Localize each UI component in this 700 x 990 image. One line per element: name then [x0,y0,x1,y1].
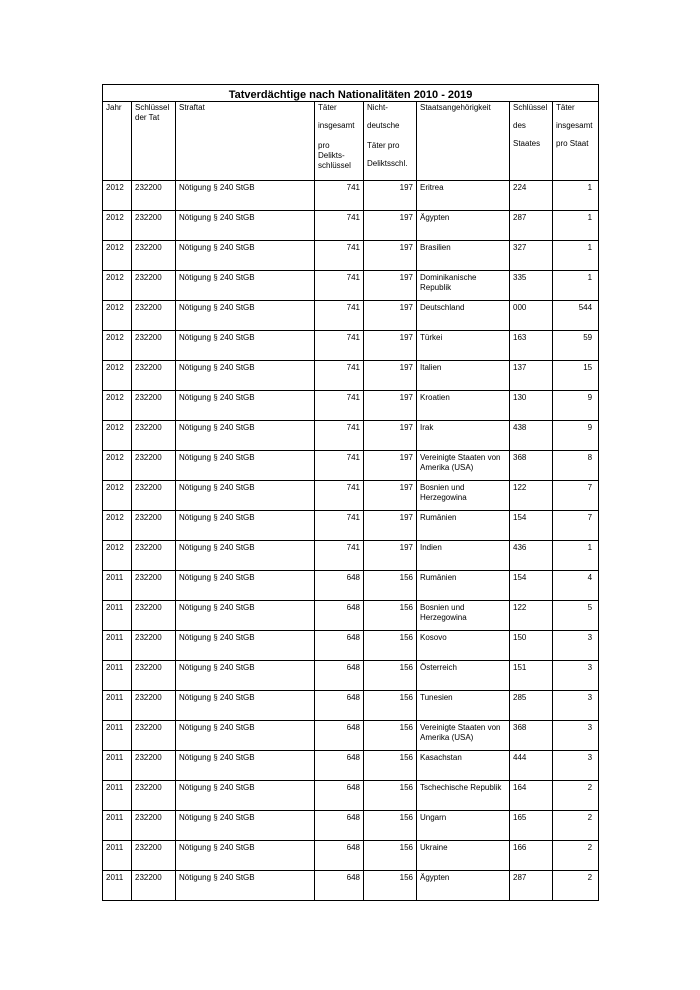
table-row [103,301,599,331]
cell-nichtdeutsche: 156 [364,571,417,601]
cell-straftat: Nötigung § 240 StGB [176,811,315,841]
cell-taeter-insgesamt: 648 [315,751,364,781]
table-row [103,721,599,751]
cell-jahr: 2011 [103,691,132,721]
table-row [103,841,599,871]
cell-jahr: 2011 [103,631,132,661]
cell-nichtdeutsche: 156 [364,781,417,811]
cell-straftat: Nötigung § 240 StGB [176,871,315,901]
cell-straftat: Nötigung § 240 StGB [176,271,315,301]
cell-staatsangehoerigkeit: Kasachstan [417,751,510,781]
cell-jahr: 2011 [103,661,132,691]
cell-jahr: 2012 [103,271,132,301]
cell-jahr: 2012 [103,391,132,421]
cell-taeter-staat: 4 [553,571,599,601]
cell-staatsangehoerigkeit: Ägypten [417,211,510,241]
cell-staatsangehoerigkeit: Kosovo [417,631,510,661]
cell-schluessel-staat: 154 [510,571,553,601]
cell-jahr: 2012 [103,541,132,571]
table-body [103,181,599,901]
cell-taeter-insgesamt: 648 [315,571,364,601]
table-row [103,241,599,271]
cell-schluessel-tat: 232200 [132,451,176,481]
cell-straftat: Nötigung § 240 StGB [176,301,315,331]
cell-schluessel-tat: 232200 [132,181,176,211]
cell-nichtdeutsche: 156 [364,631,417,661]
cell-nichtdeutsche: 197 [364,271,417,301]
cell-taeter-staat: 2 [553,841,599,871]
table-row [103,481,599,511]
cell-taeter-staat: 1 [553,211,599,241]
cell-taeter-staat: 3 [553,691,599,721]
cell-taeter-insgesamt: 741 [315,391,364,421]
cell-schluessel-staat: 287 [510,871,553,901]
cell-schluessel-staat: 285 [510,691,553,721]
cell-straftat: Nötigung § 240 StGB [176,571,315,601]
cell-staatsangehoerigkeit: Brasilien [417,241,510,271]
cell-schluessel-staat: 224 [510,181,553,211]
cell-staatsangehoerigkeit: Ukraine [417,841,510,871]
cell-schluessel-tat: 232200 [132,691,176,721]
cell-taeter-staat: 1 [553,181,599,211]
cell-taeter-staat: 9 [553,391,599,421]
cell-straftat: Nötigung § 240 StGB [176,241,315,271]
cell-schluessel-staat: 154 [510,511,553,541]
cell-taeter-staat: 7 [553,511,599,541]
cell-staatsangehoerigkeit: Dominikanische Republik [417,271,510,301]
cell-jahr: 2012 [103,511,132,541]
cell-jahr: 2011 [103,571,132,601]
cell-taeter-insgesamt: 741 [315,541,364,571]
col-header-taeter-insgesamt: Täter insgesamt pro Delikts- schlüssel [315,102,364,181]
cell-staatsangehoerigkeit: Ungarn [417,811,510,841]
cell-schluessel-staat: 164 [510,781,553,811]
cell-nichtdeutsche: 156 [364,871,417,901]
cell-nichtdeutsche: 197 [364,301,417,331]
cell-taeter-staat: 544 [553,301,599,331]
cell-taeter-insgesamt: 648 [315,601,364,631]
cell-schluessel-tat: 232200 [132,781,176,811]
cell-schluessel-staat: 130 [510,391,553,421]
cell-nichtdeutsche: 197 [364,451,417,481]
table-row [103,751,599,781]
cell-schluessel-tat: 232200 [132,301,176,331]
cell-straftat: Nötigung § 240 StGB [176,601,315,631]
table-row [103,871,599,901]
col-header-jahr: Jahr [103,102,132,181]
cell-schluessel-tat: 232200 [132,481,176,511]
cell-straftat: Nötigung § 240 StGB [176,391,315,421]
cell-nichtdeutsche: 156 [364,751,417,781]
cell-taeter-staat: 9 [553,421,599,451]
cell-nichtdeutsche: 197 [364,361,417,391]
cell-nichtdeutsche: 197 [364,391,417,421]
cell-schluessel-tat: 232200 [132,721,176,751]
table-row [103,781,599,811]
cell-schluessel-staat: 368 [510,721,553,751]
table-row [103,511,599,541]
cell-taeter-staat: 3 [553,721,599,751]
cell-schluessel-tat: 232200 [132,391,176,421]
table-row [103,451,599,481]
cell-jahr: 2011 [103,781,132,811]
table-title: Tatverdächtige nach Nationalitäten 2010 - 2019 [103,85,599,102]
cell-taeter-insgesamt: 648 [315,661,364,691]
cell-schluessel-staat: 122 [510,481,553,511]
col-header-schluessel-staat: Schlüssel des Staates [510,102,553,181]
cell-taeter-insgesamt: 648 [315,841,364,871]
cell-jahr: 2011 [103,751,132,781]
cell-schluessel-staat: 163 [510,331,553,361]
cell-jahr: 2011 [103,841,132,871]
cell-jahr: 2012 [103,451,132,481]
cell-taeter-staat: 2 [553,811,599,841]
cell-straftat: Nötigung § 240 StGB [176,511,315,541]
cell-straftat: Nötigung § 240 StGB [176,631,315,661]
cell-schluessel-staat: 137 [510,361,553,391]
table-row [103,361,599,391]
cell-schluessel-staat: 368 [510,451,553,481]
cell-schluessel-tat: 232200 [132,421,176,451]
cell-staatsangehoerigkeit: Kroatien [417,391,510,421]
cell-taeter-staat: 3 [553,661,599,691]
cell-nichtdeutsche: 156 [364,661,417,691]
cell-jahr: 2012 [103,241,132,271]
cell-taeter-staat: 59 [553,331,599,361]
cell-schluessel-tat: 232200 [132,331,176,361]
cell-taeter-staat: 15 [553,361,599,391]
cell-taeter-staat: 1 [553,541,599,571]
cell-nichtdeutsche: 156 [364,721,417,751]
cell-staatsangehoerigkeit: Irak [417,421,510,451]
cell-schluessel-staat: 000 [510,301,553,331]
cell-taeter-insgesamt: 741 [315,361,364,391]
cell-taeter-staat: 3 [553,751,599,781]
cell-staatsangehoerigkeit: Eritrea [417,181,510,211]
cell-schluessel-tat: 232200 [132,871,176,901]
cell-jahr: 2011 [103,871,132,901]
cell-taeter-insgesamt: 648 [315,691,364,721]
cell-taeter-insgesamt: 741 [315,421,364,451]
cell-staatsangehoerigkeit: Italien [417,361,510,391]
table-row [103,181,599,211]
table-row [103,811,599,841]
table-row [103,691,599,721]
cell-schluessel-tat: 232200 [132,571,176,601]
cell-staatsangehoerigkeit: Deutschland [417,301,510,331]
cell-jahr: 2012 [103,181,132,211]
col-header-nichtdeutsche: Nicht- deutsche Täter pro Deliktsschl. [364,102,417,181]
cell-taeter-staat: 5 [553,601,599,631]
cell-jahr: 2012 [103,211,132,241]
table-row [103,631,599,661]
cell-nichtdeutsche: 156 [364,691,417,721]
cell-staatsangehoerigkeit: Österreich [417,661,510,691]
cell-taeter-staat: 3 [553,631,599,661]
cell-schluessel-tat: 232200 [132,601,176,631]
cell-nichtdeutsche: 197 [364,511,417,541]
cell-schluessel-tat: 232200 [132,511,176,541]
table-row [103,661,599,691]
cell-schluessel-tat: 232200 [132,751,176,781]
cell-taeter-staat: 2 [553,871,599,901]
cell-schluessel-staat: 166 [510,841,553,871]
cell-taeter-insgesamt: 648 [315,871,364,901]
table-row [103,271,599,301]
cell-schluessel-tat: 232200 [132,241,176,271]
cell-taeter-staat: 7 [553,481,599,511]
cell-taeter-insgesamt: 648 [315,631,364,661]
cell-straftat: Nötigung § 240 StGB [176,721,315,751]
cell-taeter-insgesamt: 741 [315,331,364,361]
cell-staatsangehoerigkeit: Türkei [417,331,510,361]
cell-schluessel-staat: 335 [510,271,553,301]
cell-taeter-staat: 1 [553,271,599,301]
cell-taeter-staat: 2 [553,781,599,811]
cell-taeter-insgesamt: 741 [315,241,364,271]
cell-taeter-insgesamt: 741 [315,211,364,241]
cell-nichtdeutsche: 197 [364,211,417,241]
cell-staatsangehoerigkeit: Indien [417,541,510,571]
cell-taeter-staat: 8 [553,451,599,481]
cell-straftat: Nötigung § 240 StGB [176,361,315,391]
cell-straftat: Nötigung § 240 StGB [176,331,315,361]
cell-staatsangehoerigkeit: Tunesien [417,691,510,721]
cell-straftat: Nötigung § 240 StGB [176,661,315,691]
cell-taeter-insgesamt: 741 [315,301,364,331]
cell-staatsangehoerigkeit: Rumänien [417,511,510,541]
cell-schluessel-staat: 436 [510,541,553,571]
cell-staatsangehoerigkeit: Vereinigte Staaten von Amerika (USA) [417,451,510,481]
table-row [103,331,599,361]
cell-schluessel-staat: 287 [510,211,553,241]
cell-jahr: 2011 [103,811,132,841]
cell-taeter-insgesamt: 741 [315,271,364,301]
cell-straftat: Nötigung § 240 StGB [176,181,315,211]
cell-staatsangehoerigkeit: Ägypten [417,871,510,901]
cell-straftat: Nötigung § 240 StGB [176,781,315,811]
cell-schluessel-tat: 232200 [132,271,176,301]
table-row [103,541,599,571]
table-row [103,391,599,421]
cell-taeter-staat: 1 [553,241,599,271]
cell-schluessel-staat: 122 [510,601,553,631]
table-row [103,601,599,631]
cell-staatsangehoerigkeit: Rumänien [417,571,510,601]
col-header-taeter-staat: Täter insgesamt pro Staat [553,102,599,181]
col-header-schluessel-tat: Schlüssel der Tat [132,102,176,181]
cell-straftat: Nötigung § 240 StGB [176,541,315,571]
table-row [103,571,599,601]
cell-schluessel-staat: 165 [510,811,553,841]
cell-jahr: 2012 [103,361,132,391]
cell-staatsangehoerigkeit: Vereinigte Staaten von Amerika (USA) [417,721,510,751]
cell-straftat: Nötigung § 240 StGB [176,751,315,781]
cell-taeter-insgesamt: 741 [315,451,364,481]
cell-jahr: 2011 [103,721,132,751]
cell-nichtdeutsche: 197 [364,181,417,211]
cell-nichtdeutsche: 156 [364,601,417,631]
cell-straftat: Nötigung § 240 StGB [176,421,315,451]
cell-nichtdeutsche: 197 [364,241,417,271]
cell-schluessel-tat: 232200 [132,631,176,661]
cell-taeter-insgesamt: 741 [315,181,364,211]
cell-taeter-insgesamt: 741 [315,511,364,541]
cell-jahr: 2012 [103,331,132,361]
cell-schluessel-staat: 327 [510,241,553,271]
cell-taeter-insgesamt: 741 [315,481,364,511]
table-row [103,421,599,451]
cell-nichtdeutsche: 197 [364,331,417,361]
cell-straftat: Nötigung § 240 StGB [176,451,315,481]
cell-nichtdeutsche: 197 [364,541,417,571]
cell-schluessel-tat: 232200 [132,661,176,691]
cell-straftat: Nötigung § 240 StGB [176,481,315,511]
cell-schluessel-tat: 232200 [132,811,176,841]
cell-straftat: Nötigung § 240 StGB [176,691,315,721]
cell-schluessel-staat: 444 [510,751,553,781]
cell-taeter-insgesamt: 648 [315,781,364,811]
cell-nichtdeutsche: 197 [364,481,417,511]
cell-jahr: 2011 [103,601,132,631]
cell-nichtdeutsche: 156 [364,841,417,871]
cell-jahr: 2012 [103,481,132,511]
cell-staatsangehoerigkeit: Tschechische Republik [417,781,510,811]
cell-schluessel-staat: 151 [510,661,553,691]
col-header-staatsangehoerigkeit: Staatsangehörigkeit [417,102,510,181]
cell-schluessel-tat: 232200 [132,841,176,871]
cell-schluessel-tat: 232200 [132,541,176,571]
table-row [103,211,599,241]
cell-nichtdeutsche: 197 [364,421,417,451]
cell-straftat: Nötigung § 240 StGB [176,841,315,871]
cell-straftat: Nötigung § 240 StGB [176,211,315,241]
cell-staatsangehoerigkeit: Bosnien und Herzegowina [417,481,510,511]
cell-schluessel-staat: 150 [510,631,553,661]
cell-schluessel-tat: 232200 [132,361,176,391]
cell-jahr: 2012 [103,421,132,451]
col-header-straftat: Straftat [176,102,315,181]
nationality-table [102,84,599,901]
cell-schluessel-tat: 232200 [132,211,176,241]
cell-taeter-insgesamt: 648 [315,811,364,841]
cell-jahr: 2012 [103,301,132,331]
cell-taeter-insgesamt: 648 [315,721,364,751]
cell-schluessel-staat: 438 [510,421,553,451]
cell-staatsangehoerigkeit: Bosnien und Herzegowina [417,601,510,631]
cell-nichtdeutsche: 156 [364,811,417,841]
